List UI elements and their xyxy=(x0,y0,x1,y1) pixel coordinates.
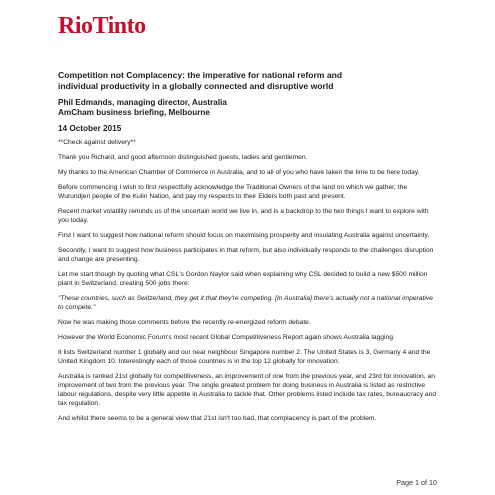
paragraph: Secondly, I want to suggest how business participates in that reform, but also individually responds to the challenges disruption and change are presenting. xyxy=(58,247,434,264)
speaker-info xyxy=(58,98,438,118)
paragraph: Australia is ranked 21st globally for competitiveness, an improvement of one from the previous year, and 23rd for innovation, an improvement of two from the previous year. The single greatest problem for doing business in Australia is listed as restrictive labour regulations, despite very little appetite in Australia to tackle that. Other problems listed include tax rates, bureaucracy and tax regulation. xyxy=(58,373,437,408)
quotation: "These countries, such as Switzerland, they get it that they're competing. [In Australia] there's actually not a national imperative to compete." xyxy=(58,295,433,312)
paragraph: Recent market volatility reminds us of the uncertain world we live in, and is a backdrop to the two things I want to explore with you today. xyxy=(58,208,429,225)
rio-tinto-logo: RioTinto xyxy=(58,13,146,39)
paragraph: My thanks to the American Chamber of Commerce in Australia, and to all of you who have taken the time to be here today. xyxy=(58,169,420,177)
paragraph: It lists Switzerland number 1 globally and our near neighbour Singapore number 2. The United States is 3, Germany 4 and the United Kingdom 10. Interestingly each of those countries is in the top 12 globally for innovation. xyxy=(58,349,431,366)
paragraph: However the World Economic Forum's most recent Global Competitiveness Report again shows Australia lagging. xyxy=(58,334,395,342)
speech-title-line-1: Competition not Complacency: the imperative for national reform and xyxy=(58,70,343,80)
speaker-name-role: Phil Edmands, managing director, Australia xyxy=(58,98,227,108)
speech-date: 14 October 2015 xyxy=(58,124,122,134)
event-name: AmCham business briefing, Melbourne xyxy=(58,108,210,118)
paragraph: Thank you Richard, and good afternoon distinguished guests, ladies and gentlemen. xyxy=(58,154,308,162)
delivery-note: **Check against delivery** xyxy=(58,139,136,147)
paragraph: Now he was making those comments before the recently re-energized reform debate. xyxy=(58,319,311,327)
paragraph: Let me start though by quoting what CSL's Gordon Naylor said when explaining why CSL decided to build a new $500 million plant in Switzerland, creating 500 jobs there: xyxy=(58,271,428,288)
page-number: Page 1 of 10 xyxy=(396,478,437,487)
paragraph: Before commencing I wish to first respectfully acknowledge the Traditional Owners of the land on which we gather, the Wurundjeri people of the Kulin Nation, and pay my respects to their Elders both past and present. xyxy=(58,184,408,201)
document-body xyxy=(58,70,438,423)
paragraph: And whilst there seems to be a general view that 21st isn't too bad, that complacency is part of the problem. xyxy=(58,415,377,423)
speech-title xyxy=(58,70,438,91)
paragraph: First I want to suggest how national reform should focus on maximising prosperity and insulating Australia against uncertainty. xyxy=(58,232,430,240)
speech-title-line-2: individual productivity in a globally connected and disruptive world xyxy=(58,80,334,91)
